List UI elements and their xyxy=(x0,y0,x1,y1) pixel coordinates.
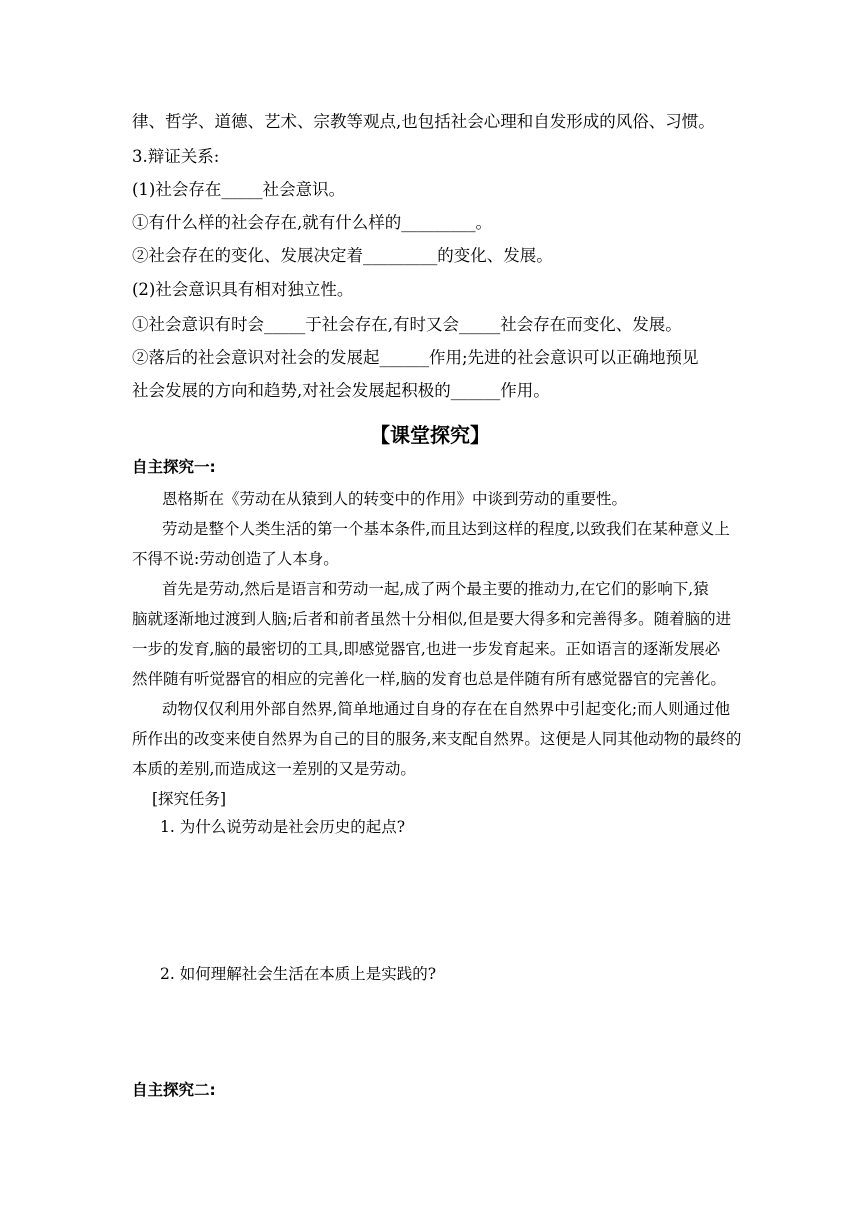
section-heading: 【课堂探究】 xyxy=(370,423,490,447)
paragraph-line: 所作出的改变来使自然界为自己的目的服务,来支配自然界。这便是人同其他动物的最终的 xyxy=(132,730,742,748)
text-line: (2)社会意识具有相对独立性。 xyxy=(132,280,354,299)
paragraph-line: 然伴随有听觉器官的相应的完善化一样,脑的发育也总是伴随有所有感觉器官的完善化。 xyxy=(132,670,726,688)
text-line: (1)社会存在_____社会意识。 xyxy=(132,180,346,199)
text-line: 社会发展的方向和趋势,对社会发展起积极的______作用。 xyxy=(132,381,550,400)
inquiry-two-title: 自主探究二: xyxy=(132,1081,216,1099)
paragraph-line: 劳动是整个人类生活的第一个基本条件,而且达到这样的程度,以致我们在某种意义上 xyxy=(162,520,730,538)
paragraph-line: 首先是劳动,然后是语言和劳动一起,成了两个最主要的推动力,在它们的影响下,猿 xyxy=(162,580,709,598)
text-line: ①有什么样的社会存在,就有什么样的_________。 xyxy=(132,213,492,232)
text-line: 3.辩证关系: xyxy=(132,147,220,166)
question-item: 2. 如何理解社会生活在本质上是实践的? xyxy=(160,965,437,983)
text-line: 律、哲学、道德、艺术、宗教等观点,也包括社会心理和自发形成的风俗、习惯。 xyxy=(132,112,715,131)
paragraph-line: 恩格斯在《劳动在从猿到人的转变中的作用》中谈到劳动的重要性。 xyxy=(162,490,628,508)
task-label: [探究任务] xyxy=(152,790,227,808)
text-line: ①社会意识有时会_____于社会存在,有时又会_____社会存在而变化、发展。 xyxy=(132,315,682,334)
text-line: ②社会存在的变化、发展决定着_________的变化、发展。 xyxy=(132,246,553,265)
paragraph-line: 一步的发育,脑的最密切的工具,即感觉器官,也进一步发育起来。正如语言的逐渐发展必 xyxy=(132,640,721,658)
paragraph-line: 不得不说:劳动创造了人本身。 xyxy=(132,550,339,568)
paragraph-line: 本质的差别,而造成这一差别的又是劳动。 xyxy=(132,760,416,778)
question-item: 1. 为什么说劳动是社会历史的起点? xyxy=(160,818,406,836)
inquiry-one-title: 自主探究一: xyxy=(132,458,216,476)
paragraph-line: 动物仅仅利用外部自然界,简单地通过自身的存在在自然界中引起变化;而人则通过他 xyxy=(162,700,731,718)
text-line: ②落后的社会意识对社会的发展起______作用;先进的社会意识可以正确地预见 xyxy=(132,348,699,367)
paragraph-line: 脑就逐渐地过渡到人脑;后者和前者虽然十分相似,但是要大得多和完善得多。随着脑的进 xyxy=(132,610,732,628)
